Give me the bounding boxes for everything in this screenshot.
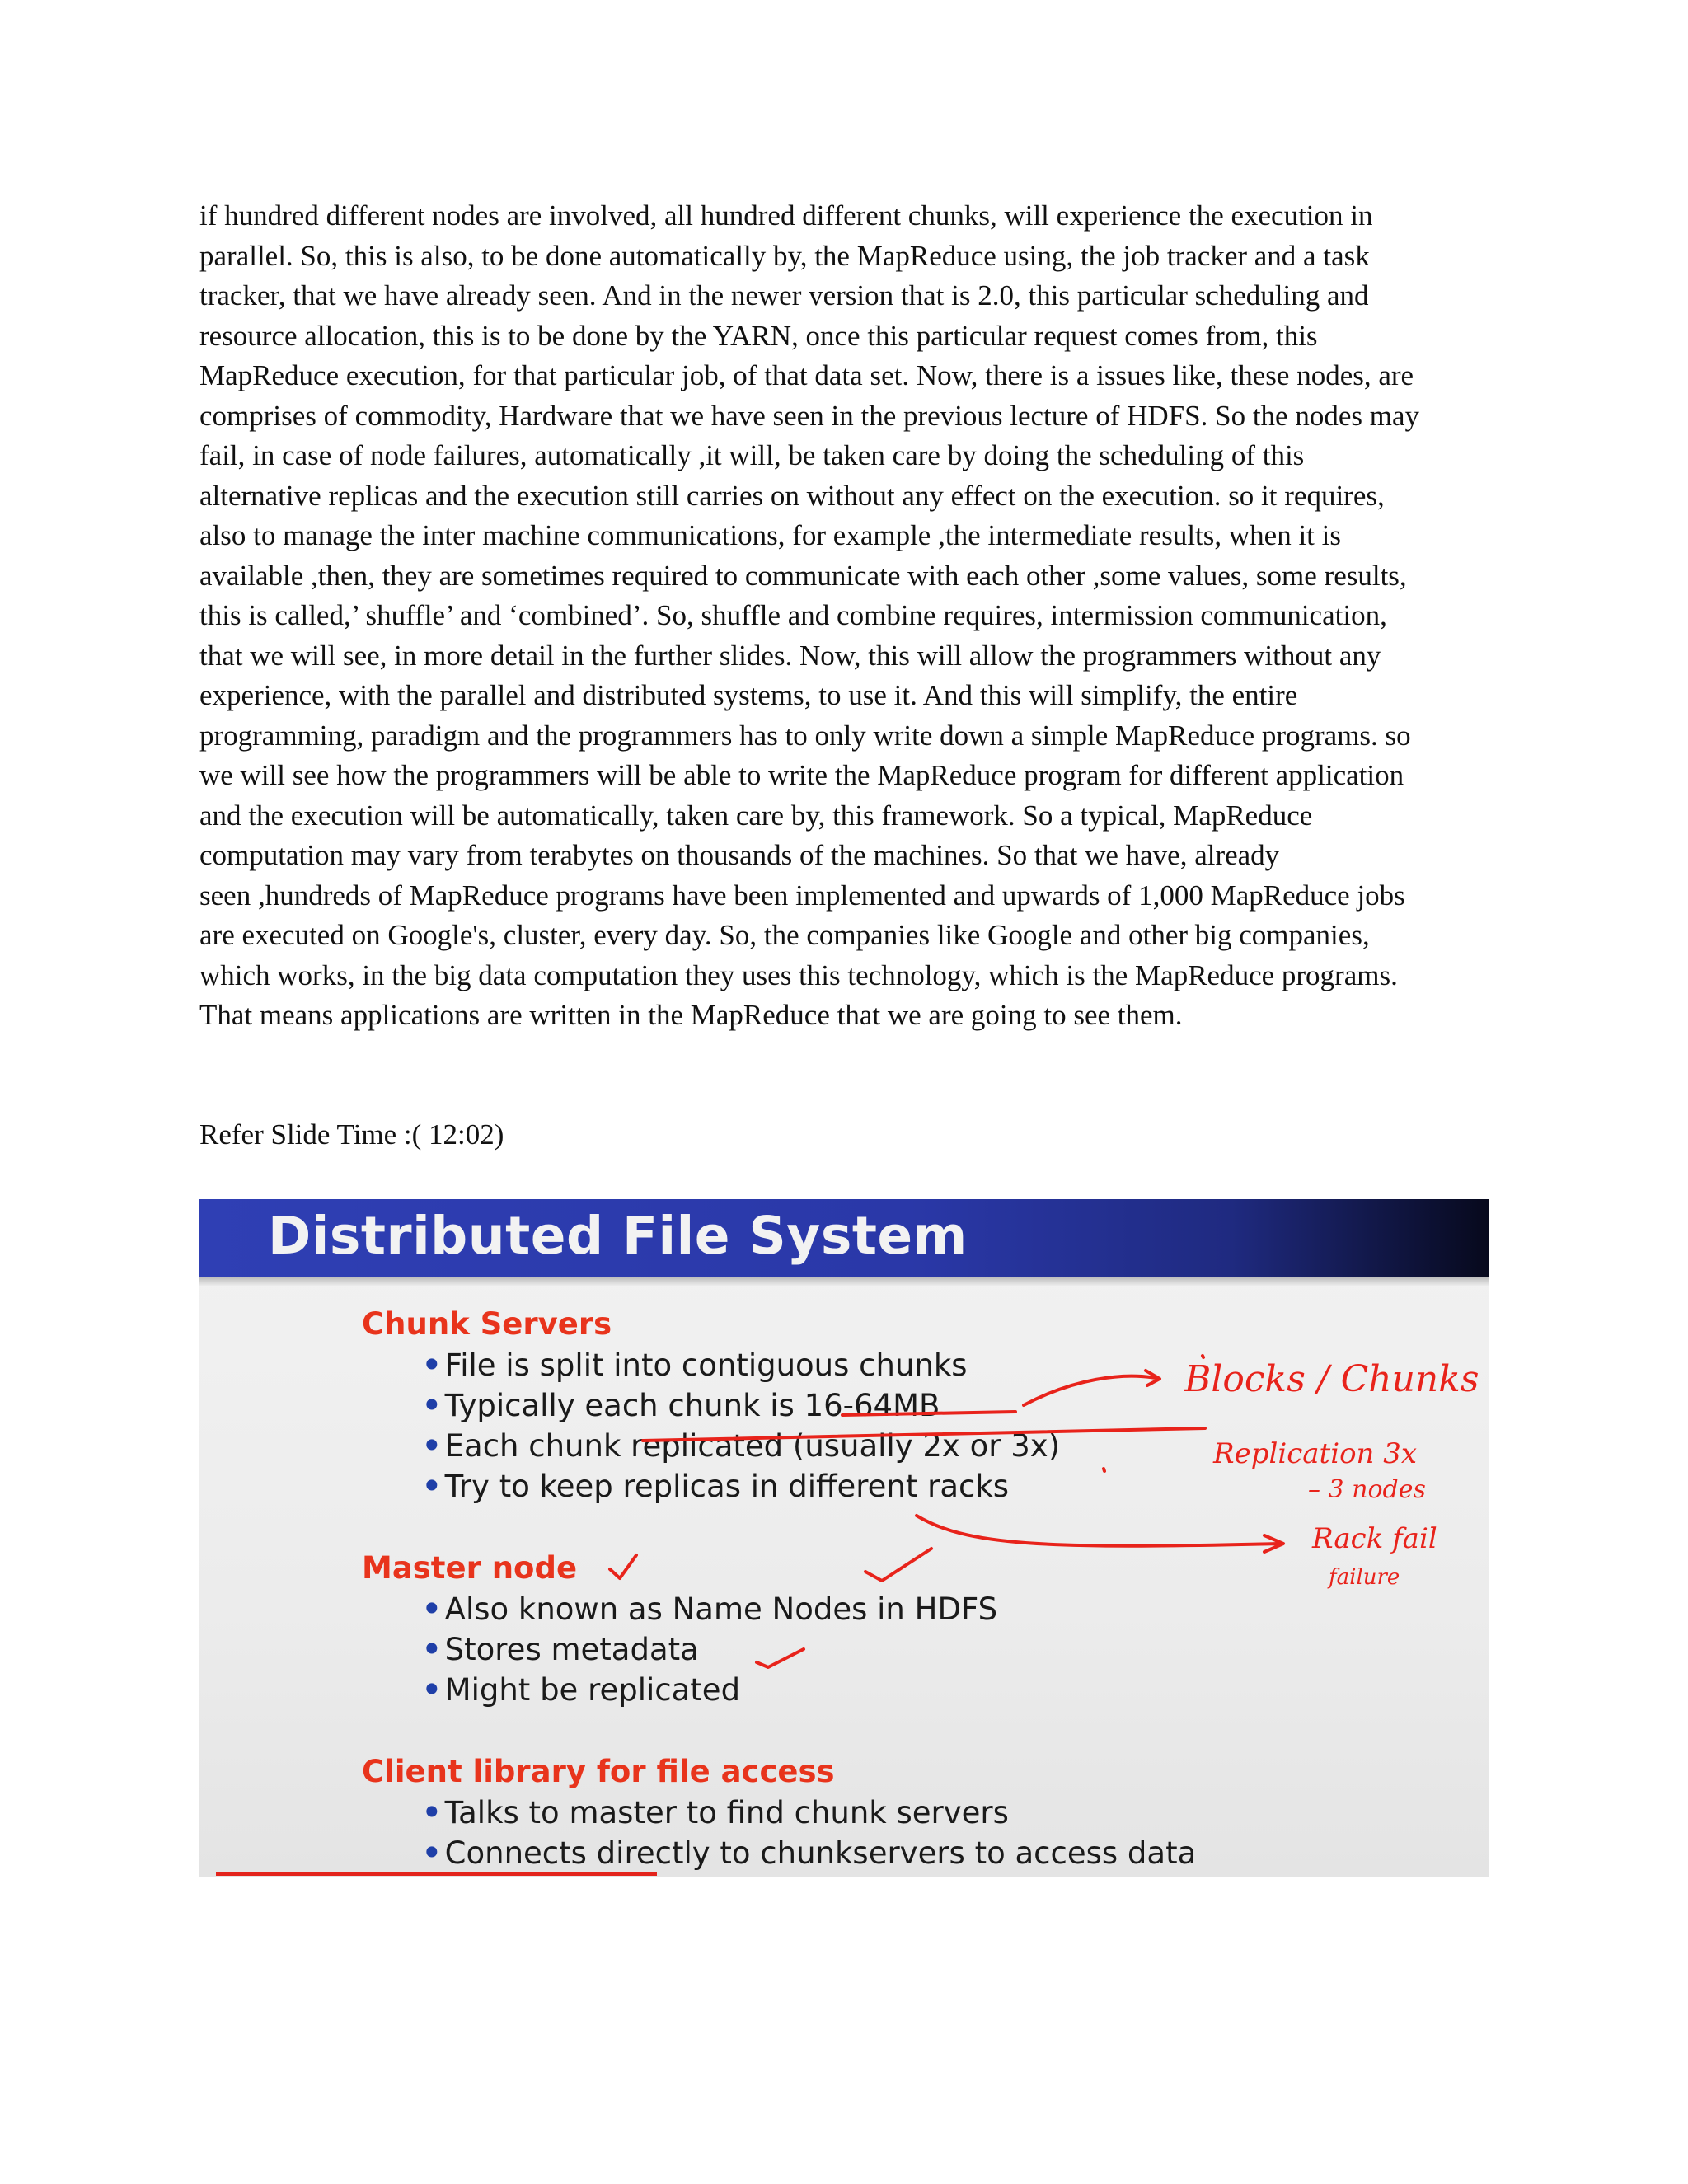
arrow-to-blocks xyxy=(1024,1371,1160,1405)
paragraph-line: alternative replicas and the execution still carries on without any effect on the execution. so it requires, xyxy=(199,479,1385,512)
bullet-dot: • xyxy=(422,1795,442,1830)
bullet-text: Talks to master to find chunk servers xyxy=(444,1795,1009,1830)
underline-16-64mb xyxy=(842,1412,1015,1415)
bullet-text: Connects directly to chunkservers to access data xyxy=(444,1835,1197,1871)
bullet-dot: • xyxy=(422,1632,442,1667)
paragraph-line: computation may vary from terabytes on thousands of the machines. So that we have, already xyxy=(199,839,1280,871)
bullet-text: Each chunk replicated (usually 2x or 3x) xyxy=(444,1428,1061,1464)
bullet-dot: • xyxy=(422,1428,442,1464)
lecture-slide-image xyxy=(199,1199,1489,1877)
bullet-dot: • xyxy=(422,1835,442,1871)
paragraph-line: seen ,hundreds of MapReduce programs have been implemented and upwards of 1,000 MapReduce jobs xyxy=(199,879,1405,912)
annotation-rack-fail: Rack fail xyxy=(1312,1522,1437,1555)
bullet-text: File is split into contiguous chunks xyxy=(444,1347,968,1383)
paragraph-line: also to manage the inter machine communications, for example ,the intermediate results, when it is xyxy=(199,519,1341,551)
paragraph-line: that we will see, in more detail in the further slides. Now, this will allow the programmers without any xyxy=(199,639,1381,672)
bullet-dot: • xyxy=(422,1388,442,1423)
paragraph-line: MapReduce execution, for that particular job, of that data set. Now, there is a issues like, these nodes, are xyxy=(199,359,1414,391)
paragraph-line: we will see how the programmers will be able to write the MapReduce program for different application xyxy=(199,759,1404,791)
bullet-text: Might be replicated xyxy=(444,1672,741,1708)
bullet-dot: • xyxy=(422,1469,442,1504)
bullet-dot: • xyxy=(422,1347,442,1383)
paragraph-line: parallel. So, this is also, to be done automatically by, the MapReduce using, the job tracker and a task xyxy=(199,239,1370,272)
paragraph-line: fail, in case of node failures, automatically ,it will, be taken care by doing the scheduling of this xyxy=(199,439,1305,471)
paragraph-line: available ,then, they are sometimes required to communicate with each other ,some values, some results, xyxy=(199,559,1407,592)
annotation-replication: Replication 3x xyxy=(1213,1437,1418,1470)
bullet-text: Also known as Name Nodes in HDFS xyxy=(444,1591,998,1627)
paragraph-line: experience, with the parallel and distributed systems, to use it. And this will simplify, the entire xyxy=(199,679,1298,711)
section-heading-client-library: Client library for file access xyxy=(362,1754,835,1789)
paragraph-line: and the execution will be automatically, taken care by, this framework. So a typical, MapReduce xyxy=(199,799,1313,832)
refer-slide-time: Refer Slide Time :( 12:02) xyxy=(199,1118,504,1151)
annotation-blocks-chunks: Blocks / Chunks xyxy=(1184,1358,1479,1400)
paragraph-line: That means applications are written in the MapReduce that we are going to see them. xyxy=(199,999,1183,1031)
check-mark-icon xyxy=(865,1549,931,1581)
bullet-text: Stores metadata xyxy=(444,1632,699,1667)
bullet-dot: • xyxy=(422,1672,442,1708)
paragraph-line: this is called,’ shuffle’ and ‘combined’. So, shuffle and combine requires, intermission communication, xyxy=(199,599,1387,631)
body-paragraph xyxy=(199,196,1502,1036)
bullet-text: Try to keep replicas in different racks xyxy=(444,1469,1010,1504)
paragraph-line: which works, in the big data computation they uses this technology, which is the MapReduce programs. xyxy=(199,958,1398,991)
check-mark-icon xyxy=(610,1555,636,1578)
paragraph-line: programming, paradigm and the programmers has to only write down a simple MapReduce programs. so xyxy=(199,719,1411,752)
slide-title: Distributed File System xyxy=(268,1206,968,1266)
annotation-nodes: – 3 nodes xyxy=(1308,1475,1426,1504)
paragraph-line: resource allocation, this is to be done by the YARN, once this particular request comes from, this xyxy=(199,319,1318,352)
bullet-dot: • xyxy=(422,1591,442,1627)
annotation-failure: failure xyxy=(1329,1565,1400,1590)
check-mark-icon xyxy=(757,1649,804,1667)
paragraph-line: are executed on Google's, cluster, every day. So, the companies like Google and other big companies, xyxy=(199,919,1370,951)
section-heading-master-node: Master node xyxy=(362,1550,578,1586)
arrow-to-rack-failure xyxy=(917,1516,1283,1552)
video-progress-bar xyxy=(216,1872,657,1876)
section-heading-chunk-servers: Chunk Servers xyxy=(362,1306,612,1342)
paragraph-line: comprises of commodity, Hardware that we have seen in the previous lecture of HDFS. So the nodes may xyxy=(199,399,1419,432)
paragraph-line: tracker, that we have already seen. And in the newer version that is 2.0, this particular scheduling and xyxy=(199,279,1369,312)
underline-replicated xyxy=(643,1428,1205,1441)
handwritten-annotations xyxy=(199,1199,1489,1877)
paragraph-line: if hundred different nodes are involved, all hundred different chunks, will experience the execution in xyxy=(199,199,1373,232)
bullet-text: Typically each chunk is 16-64MB xyxy=(444,1388,940,1423)
